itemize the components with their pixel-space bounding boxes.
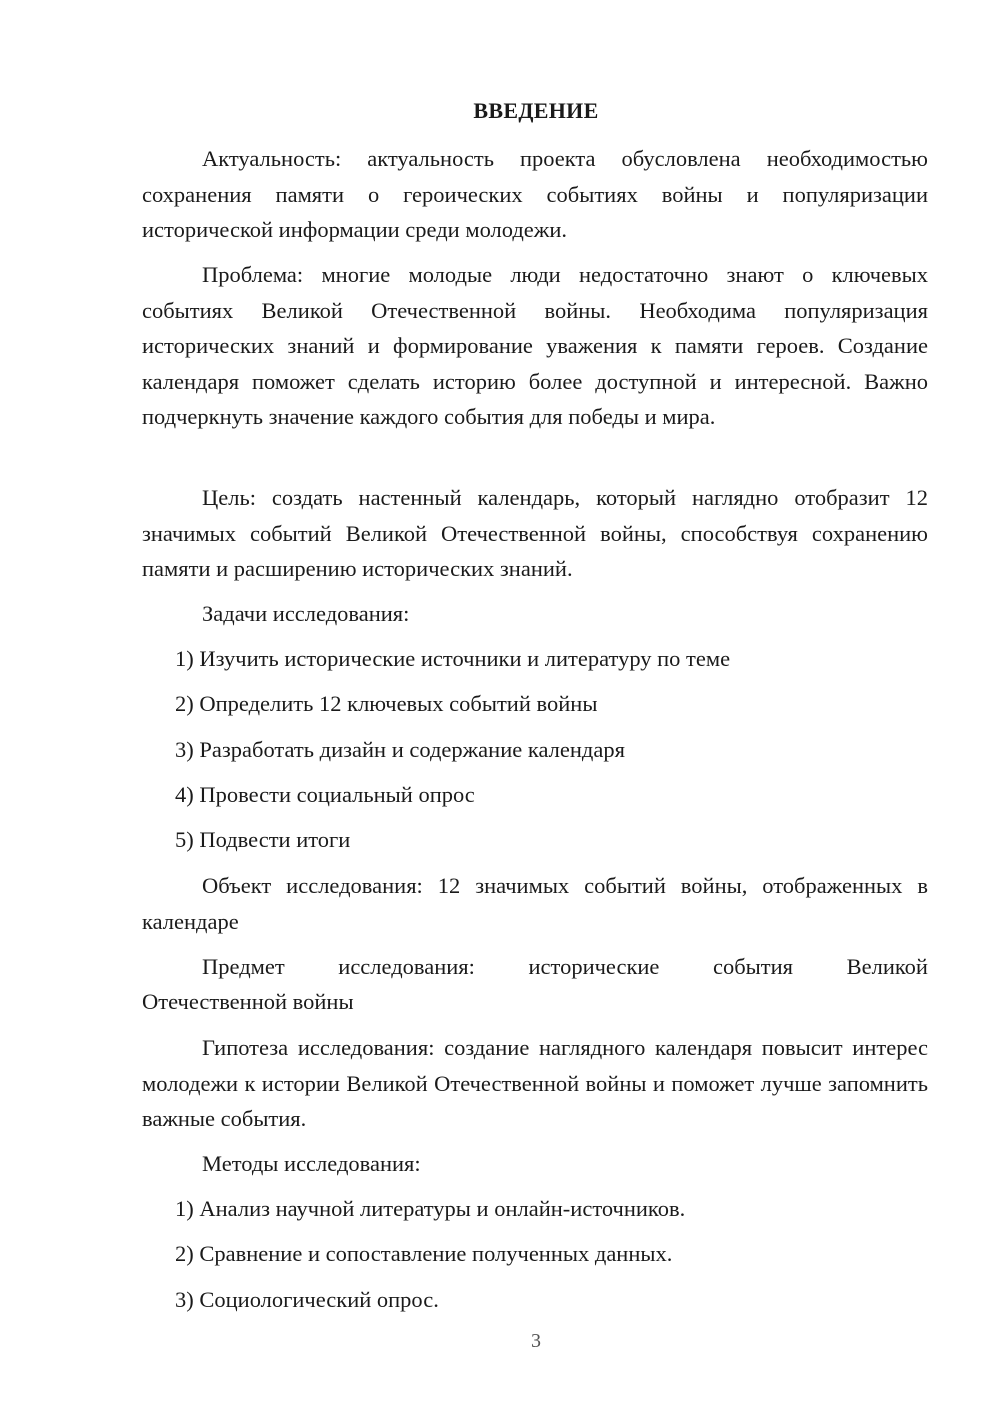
method-item: 3) Социологический опрос. xyxy=(175,1287,439,1312)
subject-word: исторические xyxy=(528,954,660,979)
subject-word: Предмет xyxy=(202,954,285,979)
relevance-paragraph: Актуальность: актуальность проекта обусловлена необходимостью сохранения памяти о героических событиях войны и популяризации исторической информации среди молодежи. xyxy=(142,146,928,242)
method-item: 1) Анализ научной литературы и онлайн-источников. xyxy=(175,1196,686,1221)
task-item: 3) Разработать дизайн и содержание календаря xyxy=(175,737,625,762)
tasks-heading: Задачи исследования: xyxy=(202,601,410,626)
task-item: 4) Провести социальный опрос xyxy=(175,782,475,807)
subject-line-2: Отечественной войны xyxy=(142,989,354,1014)
task-item: 5) Подвести итоги xyxy=(175,827,351,852)
section-title: ВВЕДЕНИЕ xyxy=(473,98,599,123)
hypothesis-paragraph: Гипотеза исследования: создание наглядного календаря повысит интерес молодежи к истории Великой Отечественной войны и поможет лучше запомнить важные события. xyxy=(142,1035,928,1131)
subject-line-1 xyxy=(202,949,928,985)
methods-heading: Методы исследования: xyxy=(202,1151,421,1176)
goal-paragraph: Цель: создать настенный календарь, который наглядно отобразит 12 значимых событий Великой Отечественной войны, способствуя сохранению памяти и расширению исторических знаний. xyxy=(142,485,928,581)
subject-word: Великой xyxy=(846,954,928,979)
method-item: 2) Сравнение и сопоставление полученных данных. xyxy=(175,1241,673,1266)
subject-word: исследования: xyxy=(338,954,475,979)
problem-paragraph: Проблема: многие молодые люди недостаточно знают о ключевых событиях Великой Отечественной войны. Необходима популяризация исторических знаний и формирование уважения к памяти героев. Создание календаря поможет сделать историю более доступной и интересной. Важно подчеркнуть значение каждого события для победы и мира. xyxy=(142,262,928,429)
task-item: 2) Определить 12 ключевых событий войны xyxy=(175,691,598,716)
page-number: 3 xyxy=(531,1330,541,1352)
object-paragraph: Объект исследования: 12 значимых событий войны, отображенных в календаре xyxy=(142,873,928,934)
subject-word: события xyxy=(713,954,794,979)
task-item: 1) Изучить исторические источники и литературу по теме xyxy=(175,646,731,671)
